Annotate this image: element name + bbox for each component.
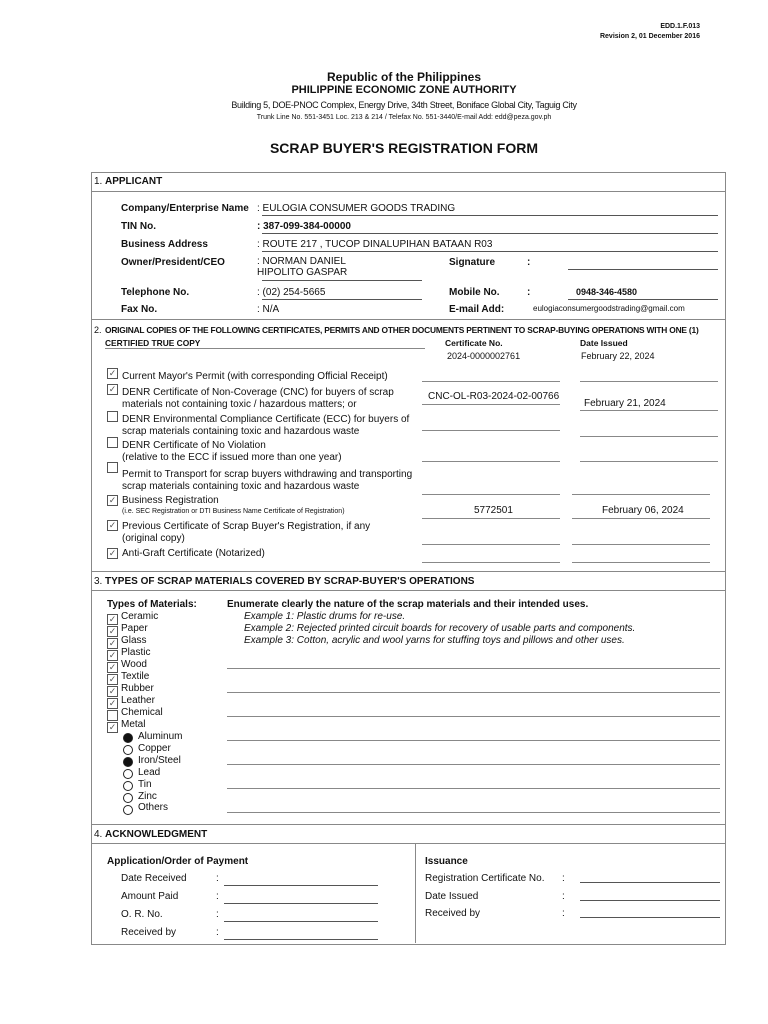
- date-received-line[interactable]: [224, 885, 378, 886]
- section-4-title: ACKNOWLEDGMENT: [105, 829, 208, 840]
- company-value: : EULOGIA CONSUMER GOODS TRADING: [257, 203, 456, 214]
- owner-line: [262, 280, 422, 281]
- checkbox-permit-transport[interactable]: [107, 462, 118, 473]
- telephone-value: : (02) 254-5665: [257, 287, 326, 298]
- company-line: [262, 215, 718, 216]
- address-label: Business Address: [121, 239, 208, 250]
- checkbox-leather[interactable]: ✓: [108, 698, 117, 708]
- date-denr-cnc: February 21, 2024: [584, 398, 666, 409]
- item-denr-nov-1: DENR Certificate of No Violation: [122, 440, 266, 451]
- item-permit-transport-2: scrap materials containing toxic and hazardous waste: [122, 481, 360, 492]
- mobile-value: 0948-346-4580: [576, 287, 638, 297]
- mobile-line: [568, 299, 718, 300]
- address-line: [262, 251, 718, 252]
- checkbox-denr-nov[interactable]: [107, 437, 118, 448]
- metal-copper: Copper: [138, 743, 171, 754]
- section-1-title: APPLICANT: [105, 176, 163, 187]
- item-anti-graft: Anti-Graft Certificate (Notarized): [122, 548, 265, 559]
- enumerate-line[interactable]: [227, 788, 720, 789]
- checkbox-glass[interactable]: ✓: [108, 638, 117, 648]
- checkbox-business-registration[interactable]: ✓: [108, 495, 117, 505]
- amount-paid-label: Amount Paid: [121, 891, 179, 902]
- checkbox-metal[interactable]: ✓: [108, 722, 117, 732]
- enumerate-title: Enumerate clearly the nature of the scrap materials and their intended uses.: [227, 599, 589, 610]
- registration-cert-line[interactable]: [580, 882, 720, 883]
- material-plastic: Plastic: [121, 647, 151, 658]
- metal-aluminum: Aluminum: [138, 731, 183, 742]
- material-paper: Paper: [121, 623, 148, 634]
- application-title: Application/Order of Payment: [107, 856, 249, 867]
- example-2: Example 2: Rejected printed circuit boards for recovery of usable parts and components.: [244, 623, 636, 634]
- received-by-colon: :: [216, 927, 219, 938]
- radio-others[interactable]: [123, 805, 133, 815]
- radio-zinc[interactable]: [123, 793, 133, 803]
- tin-line: [262, 233, 718, 234]
- or-no-label: O. R. No.: [121, 909, 163, 920]
- item-denr-nov-2: (relative to the ECC if issued more than one year): [122, 452, 342, 463]
- item-business-registration-2: (i.e. SEC Registration or DTI Business Name Certificate of Registration): [122, 508, 345, 515]
- item-denr-ecc-2: scrap materials containing toxic and hazardous waste: [122, 426, 360, 437]
- telephone-label: Telephone No.: [121, 287, 190, 298]
- enumerate-line[interactable]: [227, 812, 720, 813]
- section-3-number: 3.: [94, 576, 103, 587]
- tin-value: : 387-099-384-00000: [257, 221, 351, 232]
- section-2-title-2: CERTIFIED TRUE COPY: [105, 338, 201, 348]
- revision: Revision 2, 01 December 2016: [599, 33, 700, 40]
- registration-cert-label: Registration Certificate No.: [425, 873, 545, 884]
- received-by-label: Received by: [121, 927, 177, 938]
- mobile-label: Mobile No.: [449, 287, 500, 298]
- checkbox-textile[interactable]: ✓: [108, 674, 117, 684]
- company-label: Company/Enterprise Name: [121, 203, 249, 214]
- material-leather: Leather: [121, 695, 155, 706]
- checkbox-ceramic[interactable]: ✓: [108, 614, 117, 624]
- metal-iron-steel: Iron/Steel: [138, 755, 181, 766]
- tin-label: TIN No.: [121, 221, 156, 232]
- checkbox-denr-ecc[interactable]: [107, 411, 118, 422]
- metal-lead: Lead: [138, 767, 161, 778]
- enumerate-line[interactable]: [227, 764, 720, 765]
- section-2-title-1: ORIGINAL COPIES OF THE FOLLOWING CERTIFICATES, PERMITS AND OTHER DOCUMENTS PERTINENT TO SCRAP-BUYING OPERATIONS WITH ONE (1): [105, 325, 699, 335]
- checkbox-paper[interactable]: ✓: [108, 626, 117, 636]
- material-glass: Glass: [121, 635, 147, 646]
- checkbox-chemical[interactable]: [107, 710, 118, 721]
- date-issued-line[interactable]: [580, 900, 720, 901]
- material-wood: Wood: [121, 659, 147, 670]
- checkbox-wood[interactable]: ✓: [108, 662, 117, 672]
- item-denr-cnc-2: materials not containing toxic / hazardous matters; or: [122, 399, 357, 410]
- date-received-colon: :: [216, 873, 219, 884]
- material-textile: Textile: [121, 671, 150, 682]
- item-mayors-permit: Current Mayor's Permit (with corresponding Official Receipt): [122, 371, 388, 382]
- metal-zinc: Zinc: [138, 791, 157, 802]
- metal-tin: Tin: [138, 779, 152, 790]
- date-issued-label: Date Issued: [425, 891, 479, 902]
- item-previous-certificate-1: Previous Certificate of Scrap Buyer's Registration, if any: [122, 521, 371, 532]
- section-2-number: 2.: [94, 325, 102, 335]
- agency-contact: Trunk Line No. 551-3451 Loc. 213 & 214 / Telefax No. 551-3440/E-mail Add: edd@peza.gov.ph: [256, 114, 552, 121]
- cert-mayor: 2024-0000002761: [447, 351, 521, 361]
- issuance-received-by-line[interactable]: [580, 917, 720, 918]
- signature-label: Signature: [449, 257, 496, 268]
- owner-value-2: HIPOLITO GASPAR: [257, 267, 348, 278]
- mobile-colon: :: [527, 287, 531, 298]
- amount-paid-colon: :: [216, 891, 219, 902]
- cert-denr-cnc: CNC-OL-R03-2024-02-00766: [428, 391, 560, 402]
- section-4-number: 4.: [94, 829, 103, 840]
- agency: PHILIPPINE ECONOMIC ZONE AUTHORITY: [291, 84, 517, 96]
- date-issued-colon: :: [562, 891, 565, 902]
- material-ceramic: Ceramic: [121, 611, 159, 622]
- radio-iron-steel[interactable]: [123, 757, 133, 767]
- date-business-registration: February 06, 2024: [602, 505, 684, 516]
- example-3: Example 3: Cotton, acrylic and wool yarns for stuffing toys and pillows and other uses.: [244, 635, 625, 646]
- fax-label: Fax No.: [121, 304, 158, 315]
- owner-label: Owner/President/CEO: [121, 257, 225, 268]
- radio-aluminum[interactable]: [123, 733, 133, 743]
- col-certificate-no: Certificate No.: [445, 338, 503, 348]
- item-previous-certificate-2: (original copy): [122, 533, 185, 544]
- item-permit-transport-1: Permit to Transport for scrap buyers withdrawing and transporting: [122, 469, 413, 480]
- or-no-line[interactable]: [224, 921, 378, 922]
- checkbox-denr-cnc[interactable]: ✓: [108, 384, 117, 394]
- form-title: SCRAP BUYER'S REGISTRATION FORM: [269, 140, 539, 156]
- date-received-label: Date Received: [121, 873, 187, 884]
- owner-value-1: : NORMAN DANIEL: [257, 256, 346, 267]
- agency-address: Building 5, DOE-PNOC Complex, Energy Drive, 34th Street, Boniface Global City, Taguig City: [231, 100, 577, 110]
- item-denr-cnc-1: DENR Certificate of Non-Coverage (CNC) for buyers of scrap: [122, 387, 394, 398]
- checkbox-anti-graft[interactable]: ✓: [108, 548, 117, 558]
- types-of-materials-label: Types of Materials:: [107, 599, 197, 610]
- republic: Republic of the Philippines: [326, 70, 481, 84]
- enumerate-line[interactable]: [227, 668, 720, 669]
- enumerate-line[interactable]: [227, 716, 720, 717]
- cert-business-registration: 5772501: [474, 505, 513, 516]
- enumerate-line[interactable]: [227, 692, 720, 693]
- material-rubber: Rubber: [121, 683, 154, 694]
- telephone-line: [262, 299, 422, 300]
- email-label: E-mail Add:: [449, 304, 505, 315]
- item-denr-ecc-1: DENR Environmental Compliance Certificate (ECC) for buyers of: [122, 414, 410, 425]
- item-business-registration-1: Business Registration: [122, 495, 219, 506]
- checkbox-plastic[interactable]: ✓: [108, 650, 117, 660]
- email-value: eulogiaconsumergoodstrading@gmail.com: [533, 304, 685, 313]
- metal-others: Others: [138, 802, 169, 813]
- fax-value: : N/A: [257, 304, 280, 315]
- checkbox-previous-certificate[interactable]: ✓: [108, 520, 117, 530]
- amount-paid-line[interactable]: [224, 903, 378, 904]
- radio-lead[interactable]: [123, 769, 133, 779]
- address-value: : ROUTE 217 , TUCOP DINALUPIHAN BATAAN R03: [257, 239, 493, 250]
- date-mayor: February 22, 2024: [581, 351, 655, 361]
- radio-copper[interactable]: [123, 745, 133, 755]
- material-metal: Metal: [121, 719, 146, 730]
- received-by-line[interactable]: [224, 939, 378, 940]
- signature-colon: :: [527, 257, 531, 268]
- issuance-received-by-colon: :: [562, 908, 565, 919]
- issuance-received-by-label: Received by: [425, 908, 481, 919]
- radio-tin[interactable]: [123, 781, 133, 791]
- or-no-colon: :: [216, 909, 219, 920]
- section-1-number: 1.: [94, 176, 103, 187]
- enumerate-line[interactable]: [227, 740, 720, 741]
- doc-code: EDD.1.F.013: [660, 23, 700, 30]
- material-chemical: Chemical: [121, 707, 163, 718]
- checkbox-rubber[interactable]: ✓: [108, 686, 117, 696]
- signature-line[interactable]: [568, 269, 718, 270]
- example-1: Example 1: Plastic drums for re-use.: [244, 611, 406, 622]
- issuance-title: Issuance: [425, 856, 468, 867]
- registration-cert-colon: :: [562, 873, 565, 884]
- section-3-title: TYPES OF SCRAP MATERIALS COVERED BY SCRAP-BUYER'S OPERATIONS: [105, 576, 475, 587]
- checkbox-mayors-permit[interactable]: ✓: [108, 368, 117, 378]
- col-date-issued: Date Issued: [580, 338, 628, 348]
